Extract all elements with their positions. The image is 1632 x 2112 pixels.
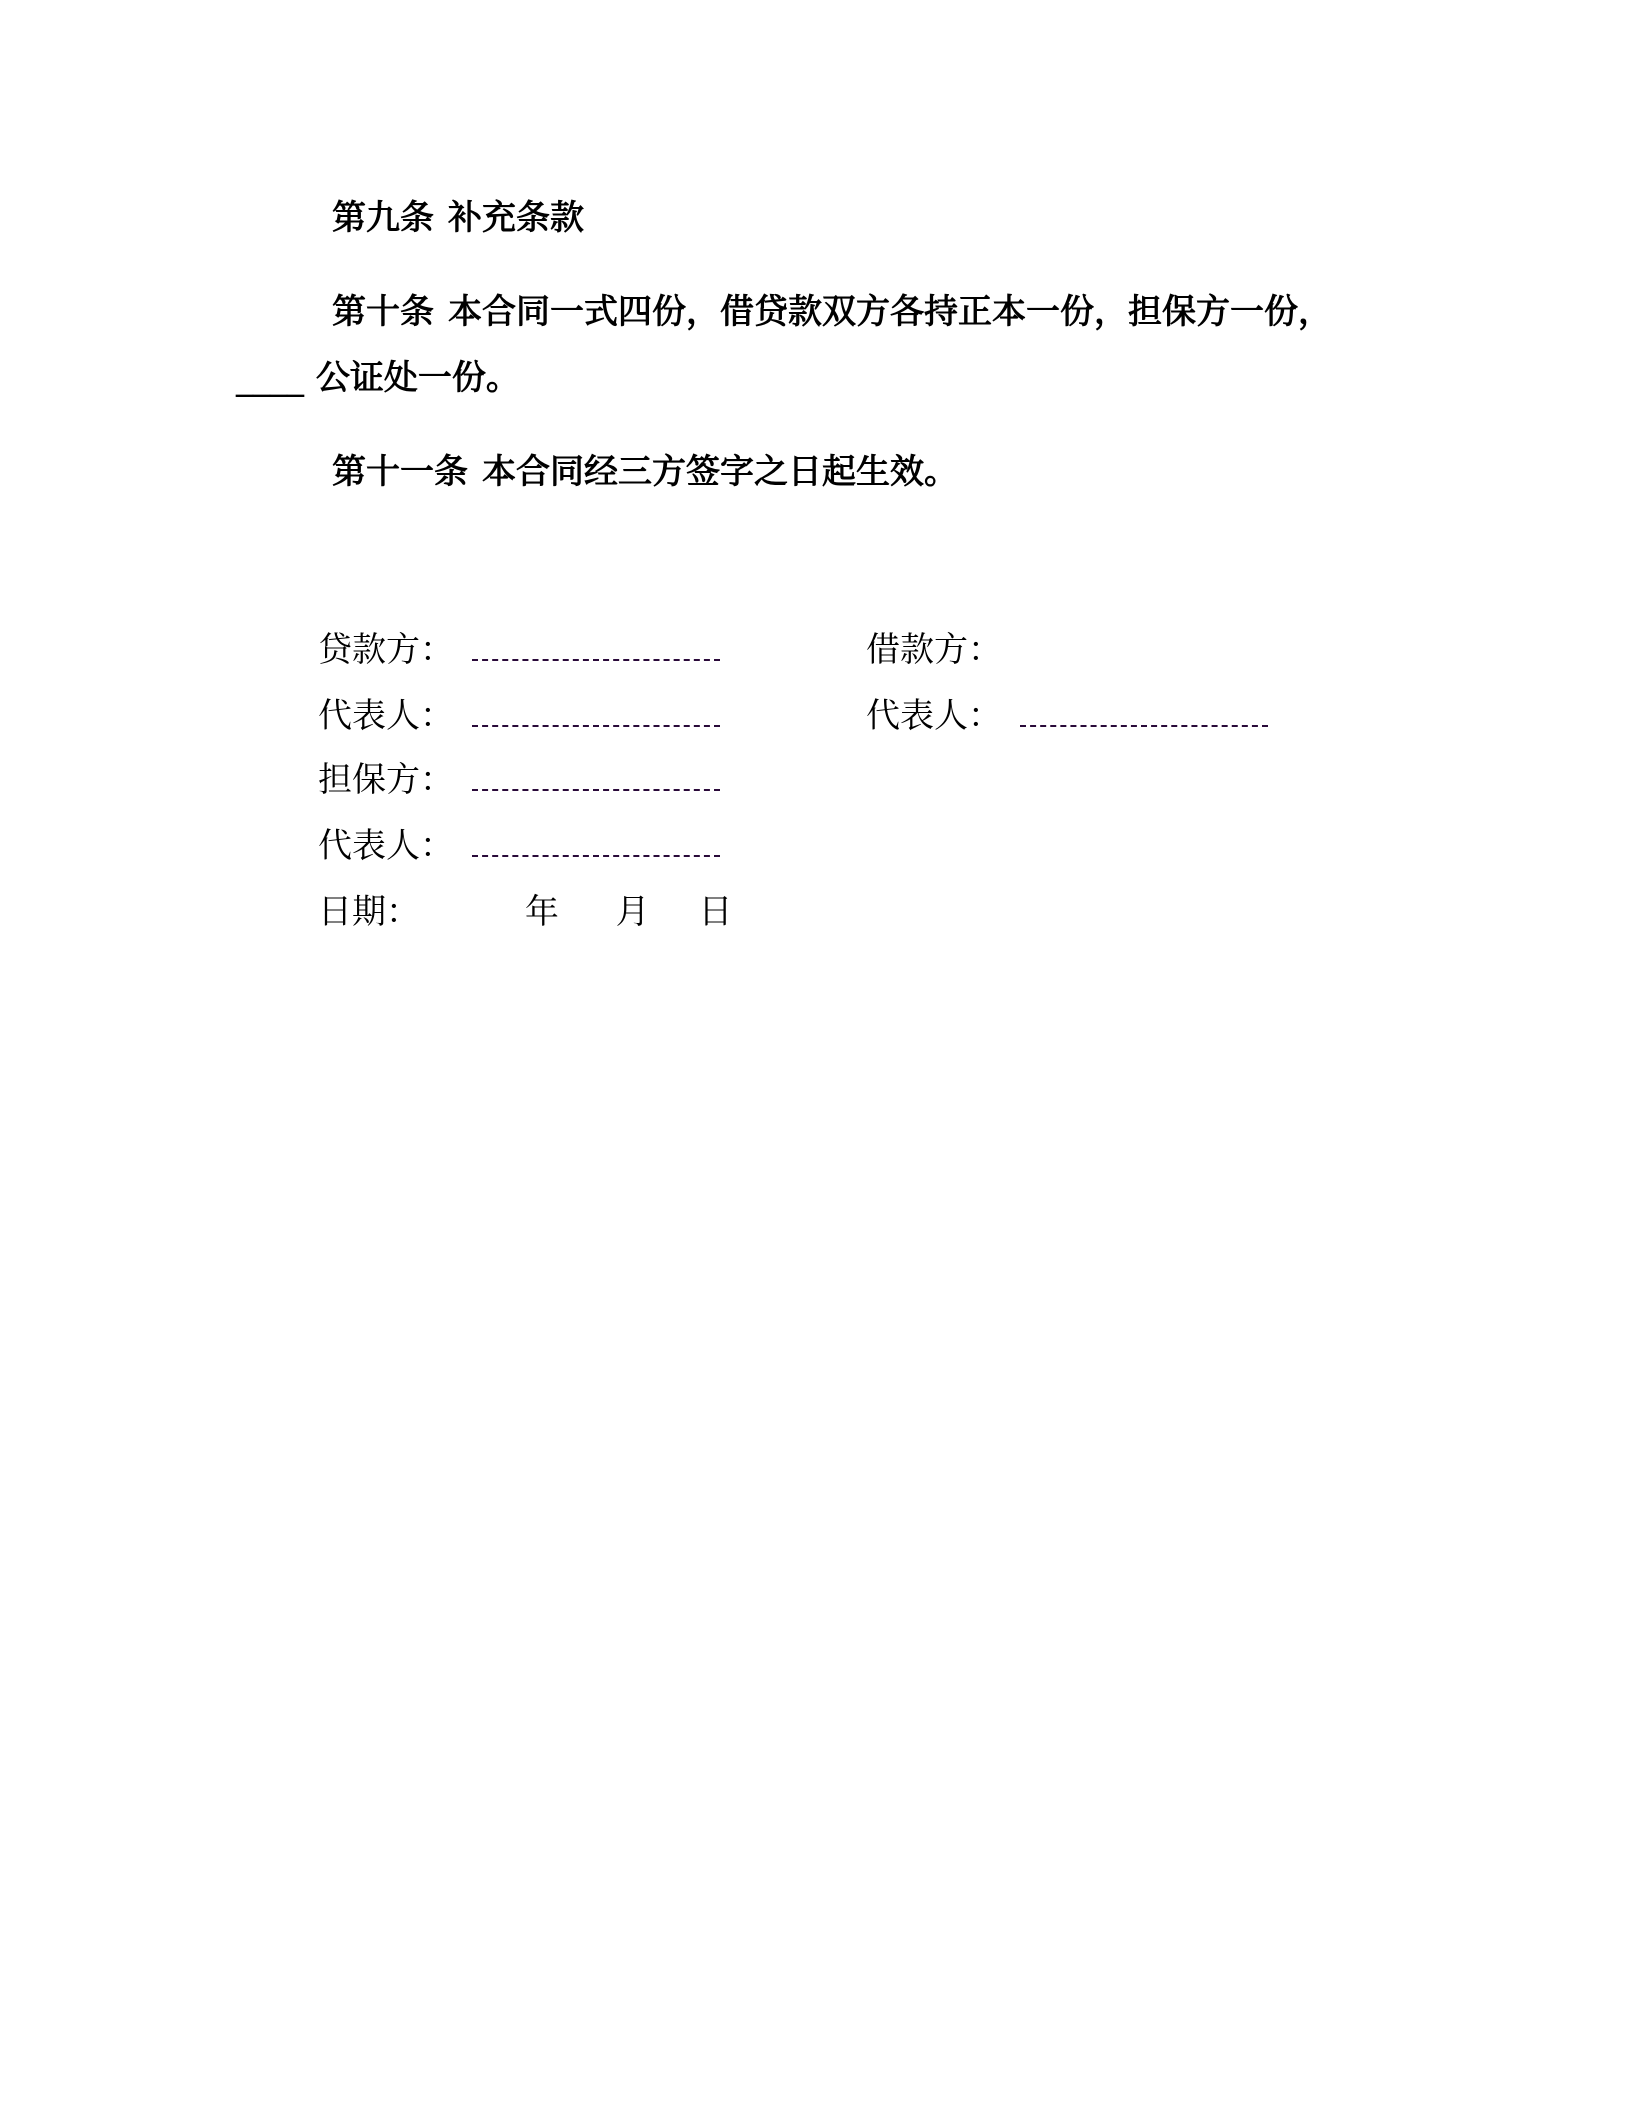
clause-11 — [332, 438, 958, 506]
guarantor-rep-label: 代表人： — [318, 826, 454, 866]
date-label: 日期： — [318, 892, 420, 932]
lender-signature-line — [472, 631, 720, 661]
borrower-row — [866, 630, 1002, 670]
date-year: 年 — [524, 892, 559, 932]
clause-10-title: 第十条 — [332, 292, 434, 332]
clause-10 — [332, 278, 1332, 346]
date-month: 月 — [615, 892, 650, 932]
lender-rep-label: 代表人： — [318, 696, 454, 736]
lender-row — [318, 630, 720, 670]
borrower-rep-label: 代表人： — [866, 696, 1002, 736]
borrower-rep-signature-line — [1020, 697, 1268, 727]
date-row — [318, 892, 732, 932]
clause-10-continuation-text: 公证处一份。 — [315, 358, 520, 398]
lender-rep-signature-line — [472, 697, 720, 727]
clause-9-text: 补充条款 — [448, 198, 584, 238]
clause-10-blank: ____ — [236, 358, 304, 398]
guarantor-label: 担保方： — [318, 760, 454, 800]
guarantor-rep-row — [318, 826, 720, 866]
clause-10-text: 本合同一式四份，借贷款双方各持正本一份，担保方一份， — [448, 292, 1332, 332]
guarantor-rep-signature-line — [472, 827, 720, 857]
clause-9 — [332, 184, 584, 252]
guarantor-signature-line — [472, 761, 720, 791]
clause-9-title: 第九条 — [332, 198, 434, 238]
clause-11-title: 第十一条 — [332, 452, 468, 492]
borrower-label: 借款方： — [866, 630, 1002, 670]
guarantor-row — [318, 760, 720, 800]
clause-10-continuation — [236, 344, 520, 412]
borrower-rep-row — [866, 696, 1268, 736]
lender-label: 贷款方： — [318, 630, 454, 670]
date-day: 日 — [698, 892, 733, 932]
lender-rep-row — [318, 696, 720, 736]
clause-11-text: 本合同经三方签字之日起生效。 — [482, 452, 958, 492]
